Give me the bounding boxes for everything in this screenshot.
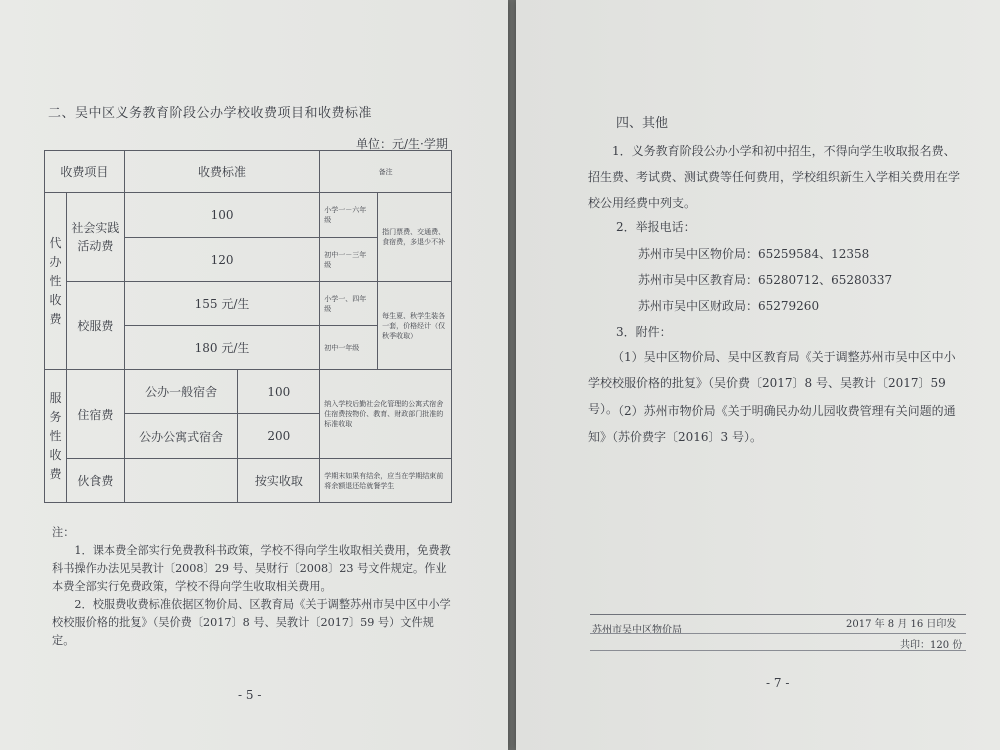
note-1: 1．课本费全部实行免费教科书政策，学校不得向学生收取相关费用，免费教科书操作办法见吴教计〔2008〕29 号、吴财行〔2008〕23 号文件规定。作业本费全部实行免费政策，学校不得向学生收取相关费用。 [52,544,451,593]
lodging-type-1: 公办一般宿舍 [124,370,238,414]
social-practice-value-1: 100 [124,193,319,238]
uniform-value-1: 155 元/生 [124,282,319,326]
table-header-row [45,151,452,193]
unit-label: 单位：元/生·学期 [356,137,448,151]
note-2: 2．校服费收费标准依据区物价局、区教育局《关于调整苏州市吴中区中小学校校服价格的批复》（吴价费〔2017〕8 号、吴教计〔2017〕59 号）文件规定。 [52,598,451,647]
footer-count: 共印：120 份 [900,640,963,651]
phone-education-bureau: 苏州市吴中区教育局：65280712、65280337 [638,273,893,287]
report-phone-title: 2．举报电话： [616,220,696,234]
lodging-remark: 纳入学校后勤社会化管理的公寓式宿舍住宿费按物价、教育、财政部门批准的标准收取 [320,370,452,459]
page-number-left: - 5 - [238,688,262,702]
header-note: 备注 [320,151,452,193]
social-practice-remark: 指门票费、交通费、食宿费，多退少不补 [378,193,452,282]
footer-divider-mid [590,633,966,634]
paragraph-1: 1．义务教育阶段公办小学和初中招生，不得向学生收取报名费、招生费、考试费、测试费等任何费用，学校组织新生入学相关费用在学校公用经费中列支。 [588,144,961,210]
category-agency-fees: 代办性收费 [45,193,67,370]
meal-label: 伙食费 [66,459,124,503]
social-practice-note-2: 初中一－三年级 [320,238,378,282]
social-practice-label: 社会实践活动费 [66,193,124,282]
header-item: 收费项目 [45,151,125,193]
section-title: 二、吴中区义务教育阶段公办学校收费项目和收费标准 [48,106,373,121]
meal-value: 按实收取 [238,459,320,503]
social-practice-value-2: 120 [124,238,319,282]
attachment-1: （1）吴中区物价局、吴中区教育局《关于调整苏州市吴中区中小学校校服价格的批复》（吴价费〔2017〕8 号、吴教计〔2017〕59 号）。 [588,350,956,416]
category-service-fees: 服务性收费 [45,370,67,503]
other-heading: 四、其他 [616,116,669,131]
uniform-note-1: 小学一、四年级 [320,282,378,326]
meal-remark: 学期末如果有结余，应当在学期结束前将余额退还给就餐学生 [320,459,452,503]
lodging-value-2: 200 [238,414,320,459]
fee-table [44,150,452,503]
footer-org: 苏州市吴中区物价局 [592,625,682,636]
lodging-label: 住宿费 [66,370,124,459]
right-page [516,0,1000,750]
lodging-type-2: 公办公寓式宿舍 [124,414,238,459]
notes-block [52,524,452,650]
footer-divider-bottom [590,650,966,651]
social-practice-note-1: 小学一－六年级 [320,193,378,238]
notes-head: 注： [52,526,75,539]
uniform-label: 校服费 [66,282,124,370]
page-number-right: - 7 - [766,676,790,690]
lodging-value-1: 100 [238,370,320,414]
uniform-value-2: 180 元/生 [124,326,319,370]
footer-date: 2017 年 8 月 16 日印发 [846,619,957,630]
header-standard: 收费标准 [124,151,319,193]
uniform-note-2: 初中一年级 [320,326,378,370]
attachments-title: 3．附件： [616,325,672,339]
uniform-remark: 每生夏、秋学生装各一套，价格经计（仅秋季收取） [378,282,452,370]
meal-empty-cell [124,459,238,503]
phone-price-bureau: 苏州市吴中区物价局：65259584、12358 [638,247,870,261]
attachment-2: （2）苏州市物价局《关于明确民办幼儿园收费管理有关问题的通知》（苏价费字〔2016〕3 号）。 [588,404,956,444]
phone-finance-bureau: 苏州市吴中区财政局：65279260 [638,299,820,313]
